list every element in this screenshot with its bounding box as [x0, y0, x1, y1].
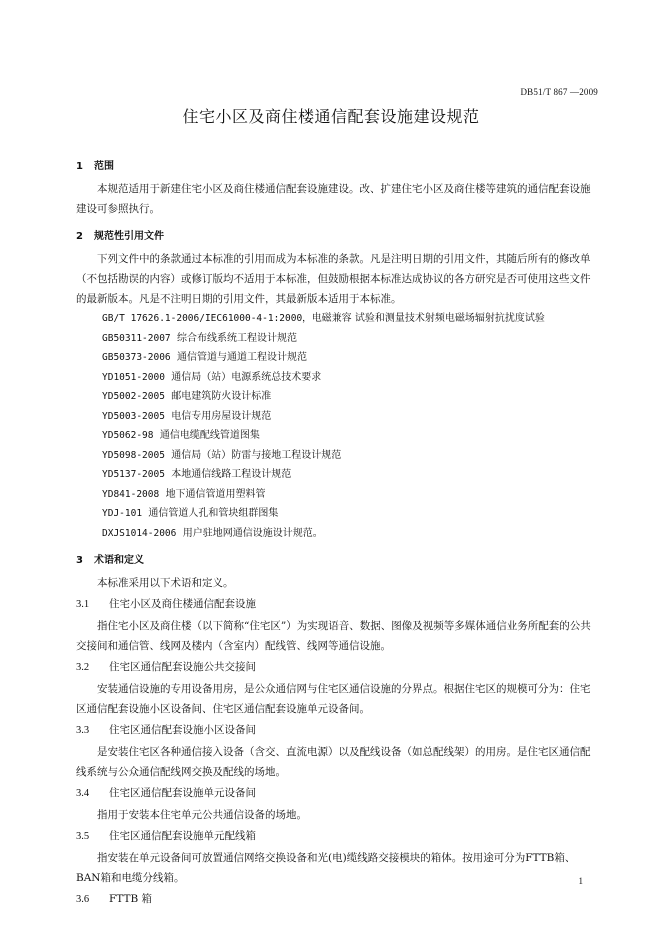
section-number: 3 [76, 555, 83, 566]
term-heading [76, 825, 596, 848]
document-body [76, 155, 596, 911]
term-title: 住宅区通信配套设施小区设备间 [109, 724, 256, 736]
section-title: 术语和定义 [94, 555, 144, 566]
term-title: 住宅小区及商住楼通信配套设施 [109, 598, 256, 610]
term-number: 3.2 [76, 662, 90, 673]
section-heading [76, 225, 596, 249]
reference-code: YD1051-2000 [102, 371, 165, 383]
document-title: 住宅小区及商住楼通信配套设施建设规范 [182, 107, 480, 126]
reference-item [76, 348, 596, 368]
reference-code: DXJS1014-2006 [102, 527, 177, 539]
reference-title: 电信专用房屋设计规范 [171, 410, 272, 422]
term-definition: 指住宅小区及商住楼（以下简称“住宅区”）为实现语音、数据、图像及视频等多媒体通信业务所配套的公共交接间和通信管、线网及楼内（含室内）配线管、线网等通信设施。 [76, 620, 591, 652]
term-definition: 是安装住宅区各种通信接入设备（含交、直流电源）以及配线设备（如总配线架）的用房。是住宅区通信配线系统与公众通信配线网交换及配线的场地。 [76, 746, 591, 778]
reference-item [76, 368, 596, 388]
reference-code: YDJ-101 [102, 508, 143, 519]
reference-title: 电磁兼容 试验和测量技术射频电磁场辐射抗扰度试验 [311, 313, 545, 324]
term-title: FTTB 箱 [109, 893, 153, 905]
reference-item [76, 504, 596, 524]
section-heading [76, 155, 596, 179]
term-definition: 安装通信设施的专用设备用房，是公众通信网与住宅区通信设施的分界点。根据住宅区的规模可分为：住宅区通信配套设施小区设备间、住宅区通信配套设施单元设备间。 [76, 683, 591, 715]
section-paragraph: 本标准采用以下术语和定义。 [97, 577, 234, 589]
term-number: 3.5 [76, 831, 90, 842]
term-number: 3.3 [76, 725, 90, 736]
section-title: 规范性引用文件 [94, 231, 164, 242]
term-heading [76, 719, 596, 742]
reference-item [76, 485, 596, 505]
term-heading [76, 888, 596, 911]
reference-code: YD841-2008 [102, 488, 160, 500]
reference-item [76, 309, 596, 329]
reference-item [76, 465, 596, 485]
term-title: 住宅区通信配套设施公共交接间 [109, 661, 256, 673]
reference-code: GB50311-2007 [102, 332, 171, 344]
term-definition: 指安装在单元设备间可放置通信网络交换设备和光(电)缆线路交接模块的箱体。按用途可分为FTTB箱、BAN箱和电缆分线箱。 [76, 852, 576, 884]
reference-code: GB/T 17626.1-2006/IEC61000-4-1:2000， [102, 313, 312, 324]
reference-title: 通信局（站）防雷与接地工程设计规范 [171, 449, 342, 461]
term-heading [76, 656, 596, 679]
section-number: 2 [76, 231, 83, 242]
reference-title: 通信管道与通道工程设计规范 [177, 352, 307, 363]
term-definition: 指用于安装本住宅单元公共通信设备的场地。 [97, 809, 307, 821]
term-title: 住宅区通信配套设施单元设备间 [109, 787, 256, 799]
reference-title: 通信电缆配线管道图集 [159, 430, 260, 441]
term-heading [76, 593, 596, 616]
reference-title: 用户驻地网通信设施设计规范。 [182, 527, 323, 539]
term-heading [76, 782, 596, 805]
reference-code: YD5098-2005 [102, 449, 165, 461]
term-title: 住宅区通信配套设施单元配线箱 [109, 830, 256, 842]
reference-item [76, 426, 596, 446]
page-number: 1 [578, 876, 583, 886]
term-number: 3.6 [76, 894, 90, 905]
section-heading [76, 549, 596, 573]
reference-item [76, 387, 596, 407]
reference-code: YD5002-2005 [102, 391, 165, 402]
reference-item [76, 407, 596, 427]
term-number: 3.4 [76, 788, 90, 799]
reference-title: 本地通信线路工程设计规范 [171, 469, 292, 480]
reference-code: YD5003-2005 [102, 410, 165, 422]
reference-code: GB50373-2006 [102, 352, 171, 363]
standard-code: DB51/T 867 —2009 [520, 87, 598, 97]
reference-item [76, 329, 596, 349]
reference-title: 通信管道人孔和管块组群图集 [148, 508, 279, 519]
reference-list [76, 309, 596, 543]
reference-title: 地下通信管道用塑料管 [165, 488, 266, 500]
section-paragraph: 下列文件中的条款通过本标准的引用而成为本标准的条款。凡是注明日期的引用文件，其随后所有的修改单（不包括勘误的内容）或修订版均不适用于本标准，但鼓励根据本标准达成协议的各方研究是否可使用这些文件的最新版本。凡是不注明日期的引用文件，其最新版本适用于本标准。 [76, 253, 591, 305]
reference-item [76, 446, 596, 466]
reference-code: YD5062-98 [102, 430, 154, 441]
reference-code: YD5137-2005 [102, 469, 165, 480]
section-number: 1 [76, 161, 83, 172]
reference-item [76, 524, 596, 544]
reference-title: 通信局（站）电源系统总技术要求 [171, 371, 322, 383]
section-title: 范围 [94, 161, 114, 172]
term-number: 3.1 [76, 599, 90, 610]
reference-title: 综合布线系统工程设计规范 [177, 332, 297, 344]
reference-title: 邮电建筑防火设计标准 [171, 391, 272, 402]
section-paragraph: 本规范适用于新建住宅小区及商住楼通信配套设施建设。改、扩建住宅小区及商住楼等建筑的通信配套设施建设可参照执行。 [76, 183, 591, 215]
